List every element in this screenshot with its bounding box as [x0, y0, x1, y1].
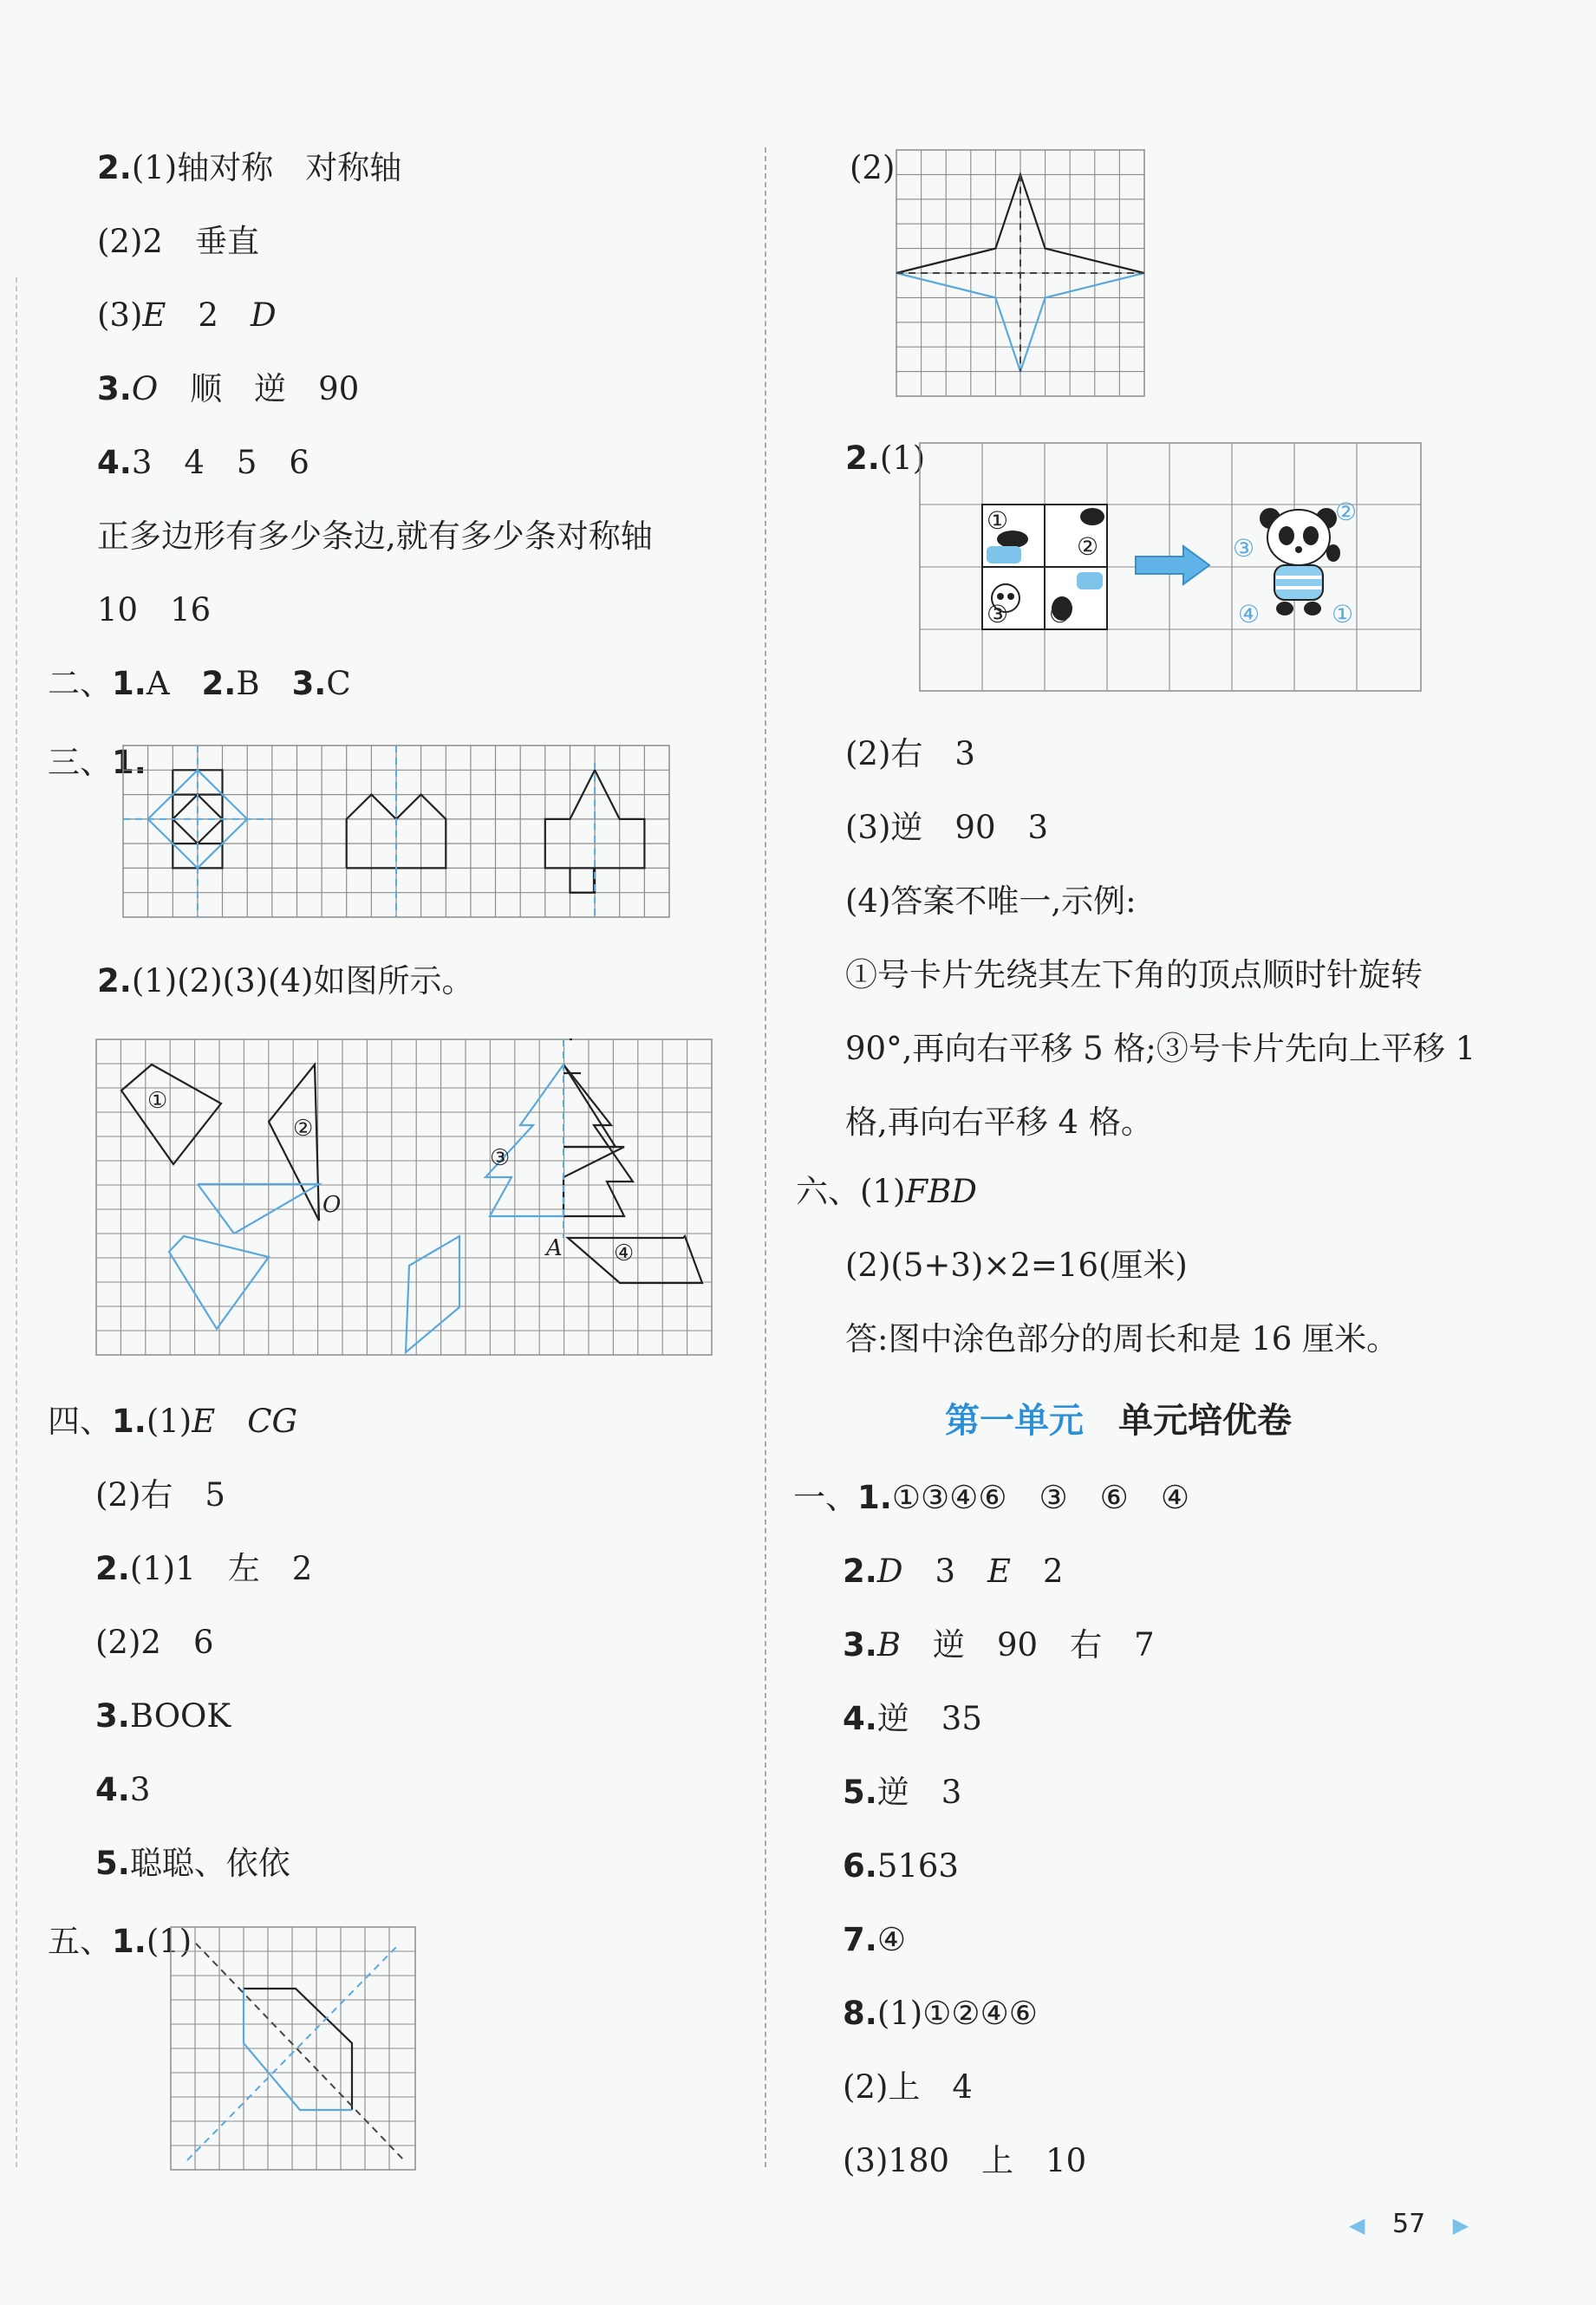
shape-label-1: ① [147, 1088, 168, 1114]
card-right-1: ① [1332, 600, 1354, 628]
unit-answer-8: 8.(1)①②④⑥ [843, 1995, 1038, 2032]
answer-3: 3.O 顺 逆 90 [97, 370, 360, 407]
right-answer-2-2: (2)右 3 [845, 735, 975, 772]
card-left-2: ② [1077, 532, 1099, 561]
figure-symmetric-shapes [123, 746, 673, 921]
right-answer-2-1: 2.(1) [845, 440, 926, 477]
right-answer-2-4b: 90°,再向右平移 5 格;③号卡片先向上平移 1 [845, 1030, 1476, 1067]
section-4-3: 3.BOOK [95, 1697, 231, 1735]
answer-4-note: 正多边形有多少条边,就有多少条对称轴 [97, 518, 653, 555]
arrow-right-icon [1136, 546, 1209, 584]
section-6-answer: 答:图中涂色部分的周长和是 16 厘米。 [845, 1320, 1399, 1358]
page-nav [1349, 2209, 1469, 2239]
right-answer-2-3: (3)逆 90 3 [845, 809, 1049, 846]
section-2-answers: 二、1.A 2.B 3.C [48, 665, 351, 702]
section-3-1-label: 三、1. [48, 744, 147, 781]
unit-answer-8-b: (2)上 4 [843, 2068, 973, 2106]
card-left-1: ① [987, 506, 1009, 535]
card-right-4: ④ [1238, 600, 1261, 628]
figure-symmetry-axes [170, 1926, 418, 2172]
right-answer-2-4: (4)答案不唯一,示例: [845, 882, 1137, 920]
page-number: 57 [1392, 2209, 1426, 2239]
point-label-o: O [322, 1192, 342, 1218]
right-answer-2-4c: 格,再向右平移 4 格。 [845, 1104, 1153, 1141]
shape-label-2: ② [293, 1116, 314, 1142]
left-margin-line [16, 277, 17, 2167]
figure-panda-cards [919, 442, 1425, 695]
section-4-1: 四、1.(1)E CG [48, 1403, 298, 1440]
unit-answer-8-c: (3)180 上 10 [843, 2142, 1087, 2179]
card-left-3: ③ [987, 600, 1009, 628]
section-4-4: 4.3 [95, 1771, 151, 1808]
answer-4: 4.3 4 5 6 [97, 444, 309, 481]
card-right-2: ② [1335, 498, 1358, 526]
unit-answer-2: 2.D 3 E 2 [843, 1553, 1064, 1590]
shape-label-4: ④ [614, 1240, 635, 1266]
figure-rotation-grid [95, 1039, 716, 1359]
unit-answer-5: 5.逆 3 [843, 1774, 962, 1811]
next-page-icon[interactable]: ▶ [1452, 2213, 1469, 2237]
answer-2-1: 2.(1)轴对称 对称轴 [97, 149, 402, 186]
answer-4-values: 10 16 [97, 591, 212, 628]
unit-title: 第一单元 单元培优卷 [945, 1401, 1292, 1441]
section-4-2-b: (2)2 6 [95, 1624, 214, 1661]
unit-answer-1: 一、1.①③④⑥ ③ ⑥ ④ [793, 1479, 1190, 1516]
right-answer-2-4a: ①号卡片先绕其左下角的顶点顺时针旋转 [845, 956, 1423, 993]
figure-star [896, 149, 1147, 399]
section-5-1: 五、1.(1) [48, 1923, 192, 1960]
answer-2-2: (2)2 垂直 [97, 223, 259, 260]
point-label-a: A [546, 1235, 563, 1261]
prev-page-icon[interactable]: ◀ [1349, 2213, 1365, 2237]
unit-answer-7: 7.④ [843, 1921, 906, 1958]
unit-answer-4: 4.逆 35 [843, 1700, 982, 1737]
column-divider [765, 147, 766, 2167]
section-6-2: (2)(5+3)×2=16(厘米) [845, 1247, 1188, 1284]
card-left-4: ④ [1049, 600, 1072, 628]
section-4-1-b: (2)右 5 [95, 1476, 225, 1514]
answer-3-2: 2.(1)(2)(3)(4)如图所示。 [97, 962, 474, 999]
card-right-3: ③ [1233, 534, 1255, 563]
unit-answer-3: 3.B 逆 90 右 7 [843, 1626, 1155, 1664]
section-4-2: 2.(1)1 左 2 [95, 1550, 313, 1587]
section-4-5: 5.聪聪、依依 [95, 1845, 290, 1882]
answer-2-3: (3)E 2 D [97, 296, 277, 334]
section-6-1: 六、(1)FBD [796, 1173, 977, 1210]
right-fig-label-2: (2) [850, 149, 896, 186]
unit-answer-6: 6.5163 [843, 1847, 959, 1885]
shape-label-3: ③ [490, 1145, 511, 1171]
